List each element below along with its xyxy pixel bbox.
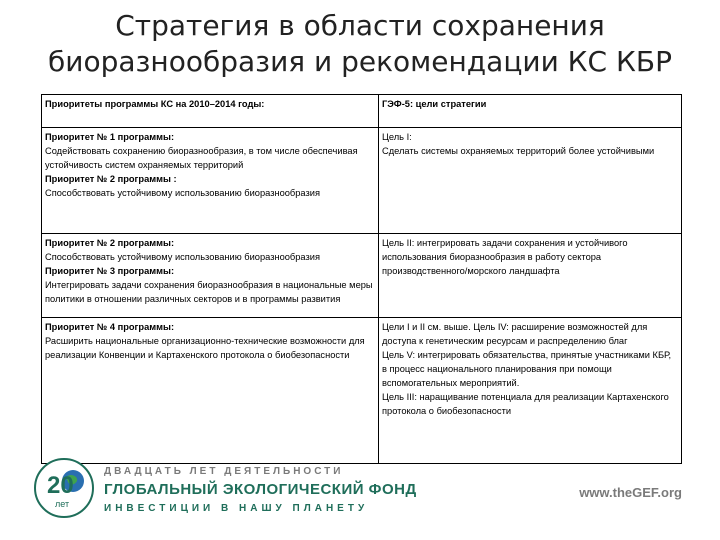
goal-text: Цель I: xyxy=(382,132,412,142)
header-goals: ГЭФ-5: цели стратегии xyxy=(379,95,682,128)
priority-text: Способствовать устойчивому использованию биоразнообразия xyxy=(45,252,320,262)
row3-goals-cell xyxy=(379,318,682,464)
header-priorities: Приоритеты программы КС на 2010–2014 годы: xyxy=(42,95,379,128)
row1-priorities-cell xyxy=(42,128,379,234)
row1-goals-cell xyxy=(379,128,682,234)
priority-heading: Приоритет № 2 программы: xyxy=(45,238,175,248)
row2-goals-cell xyxy=(379,234,682,318)
gef-tagline-years: ДВАДЦАТЬ ЛЕТ ДЕЯТЕЛЬНОСТИ xyxy=(104,466,344,477)
priority-heading: Приоритет № 4 программы: xyxy=(45,322,175,332)
goal-text: Цель V: интегрировать обязательства, принятые участниками КБР, в процесс национального планирования при помощи вспомогательных мероприятий. xyxy=(382,350,672,388)
goal-text: Цель II: интегрировать задачи сохранения и устойчивого использования биоразнообразия в работу сектора производственного/морского ландшафта xyxy=(382,238,628,276)
table-header-row xyxy=(42,95,682,128)
goal-text: Сделать системы охраняемых территорий более устойчивыми xyxy=(382,146,655,156)
priority-text: Способствовать устойчивому использованию биоразнообразия xyxy=(45,188,320,198)
table-row xyxy=(42,234,682,318)
gef-name: ГЛОБАЛЬНЫЙ ЭКОЛОГИЧЕСКИЙ ФОНД xyxy=(104,481,417,498)
gef-20-years-emblem xyxy=(33,457,95,519)
title-line-1: Стратегия в области сохранения xyxy=(115,9,605,42)
priority-heading: Приоритет № 1 программы: xyxy=(45,132,175,142)
emblem-sub: лет xyxy=(55,499,70,509)
priority-heading: Приоритет № 3 программы: xyxy=(45,266,175,276)
table-row xyxy=(42,128,682,234)
priority-text: Расширить национальные организационно-технические возможности для реализации Конвенции и Картахенского протокола о биобезопасности xyxy=(45,336,365,360)
row3-priorities-cell xyxy=(42,318,379,464)
title-line-2: биоразнообразия и рекомендации КС КБР xyxy=(48,45,672,78)
priority-text: Интегрировать задачи сохранения биоразнообразия в национальные меры политики в отношении различных секторов и в программы развития xyxy=(45,280,373,304)
slide-title xyxy=(0,8,720,80)
goal-text: Цели I и II см. выше. Цель IV: расширение возможностей для доступа к генетическим ресурсам и распределению благ xyxy=(382,322,648,346)
emblem-number: 20 xyxy=(47,472,74,499)
priority-heading: Приоритет № 2 программы : xyxy=(45,174,177,184)
gef-tagline-invest: ИНВЕСТИЦИИ В НАШУ ПЛАНЕТУ xyxy=(104,503,369,514)
gef-website-link[interactable]: www.theGEF.org xyxy=(579,485,682,500)
priorities-table xyxy=(41,94,682,464)
row2-priorities-cell xyxy=(42,234,379,318)
table-row xyxy=(42,318,682,464)
priority-text: Содействовать сохранению биоразнообразия, в том числе обеспечивая устойчивость систем охраняемых территорий xyxy=(45,146,358,170)
goal-text: Цель III: наращивание потенциала для реализации Картахенского протокола о биобезопасности xyxy=(382,392,669,416)
